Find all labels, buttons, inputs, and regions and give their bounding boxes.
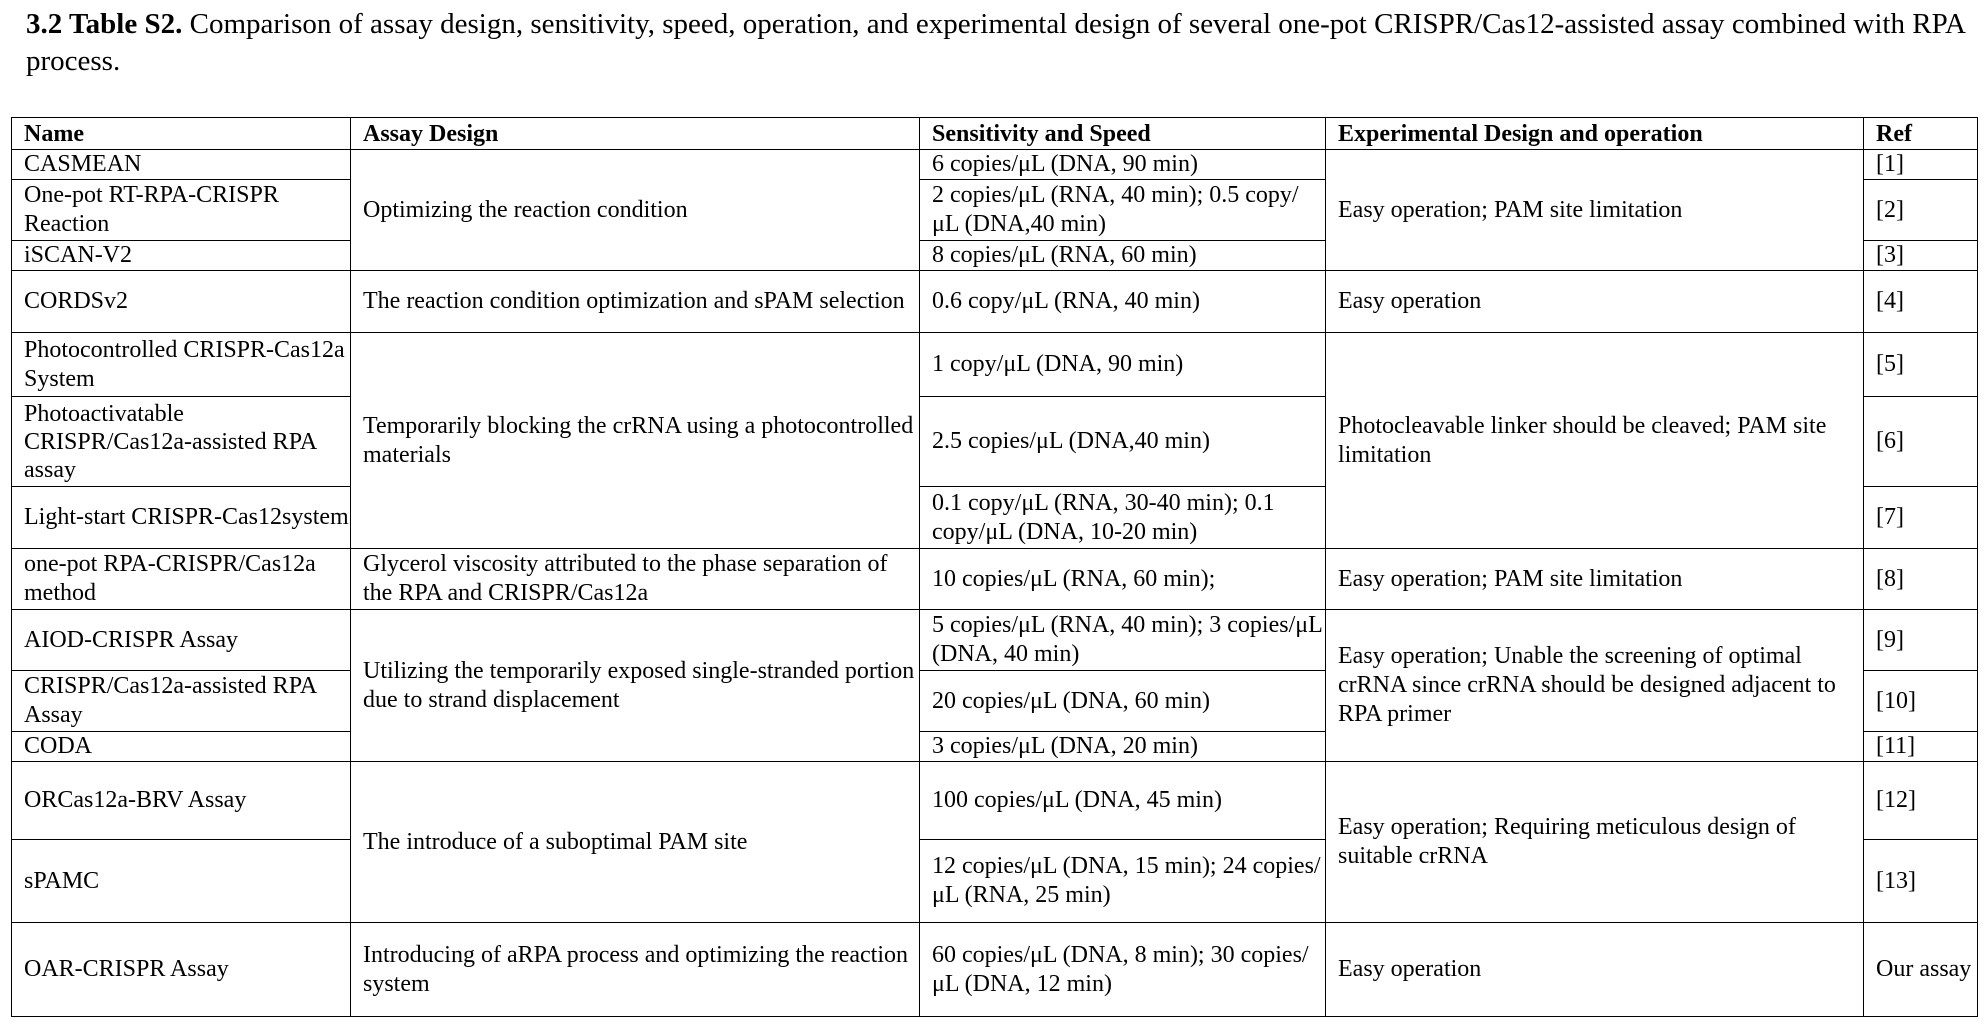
cell-ref: [9]: [1864, 610, 1978, 671]
cell-name: sPAMC: [12, 840, 351, 923]
cell-ref: [13]: [1864, 840, 1978, 923]
cell-assay-design: Utilizing the temporarily exposed single-stranded portion due to strand displacement: [351, 610, 920, 762]
caption-label: 3.2 Table S2.: [26, 8, 183, 40]
cell-name: AIOD-CRISPR Assay: [12, 610, 351, 671]
cell-sensitivity: 0.1 copy/μL (RNA, 30-40 min); 0.1 copy/μL (DNA, 10-20 min): [920, 487, 1326, 549]
cell-ref: [5]: [1864, 333, 1978, 397]
cell-sensitivity: 100 copies/μL (DNA, 45 min): [920, 762, 1326, 840]
cell-name: Photocontrolled CRISPR-Cas12a System: [12, 333, 351, 397]
cell-assay-design: The reaction condition optimization and sPAM selection: [351, 271, 920, 333]
cell-ref: [3]: [1864, 241, 1978, 271]
cell-assay-design: Introducing of aRPA process and optimizing the reaction system: [351, 923, 920, 1017]
cell-sensitivity: 5 copies/μL (RNA, 40 min); 3 copies/μL (DNA, 40 min): [920, 610, 1326, 671]
cell-name: CASMEAN: [12, 150, 351, 180]
cell-sensitivity: 3 copies/μL (DNA, 20 min): [920, 732, 1326, 762]
table-row: [12, 271, 1978, 333]
cell-assay-design: The introduce of a suboptimal PAM site: [351, 762, 920, 923]
table-row: [12, 762, 1978, 840]
table-row: [12, 333, 1978, 397]
cell-experimental-design: Easy operation; PAM site limitation: [1326, 150, 1864, 271]
header-assay-design: Assay Design: [351, 118, 920, 150]
cell-name: Light-start CRISPR-Cas12system: [12, 487, 351, 549]
cell-sensitivity: 8 copies/μL (RNA, 60 min): [920, 241, 1326, 271]
cell-experimental-design: Easy operation; Unable the screening of optimal crRNA since crRNA should be designed adjacent to RPA primer: [1326, 610, 1864, 762]
header-ref: Ref: [1864, 118, 1978, 150]
cell-sensitivity: 6 copies/μL (DNA, 90 min): [920, 150, 1326, 180]
cell-name: CODA: [12, 732, 351, 762]
cell-ref: Our assay: [1864, 923, 1978, 1017]
cell-name: ORCas12a-BRV Assay: [12, 762, 351, 840]
cell-name: CRISPR/Cas12a-assisted RPA Assay: [12, 671, 351, 732]
cell-name: Photoactivatable CRISPR/Cas12a-assisted RPA assay: [12, 397, 351, 487]
cell-assay-design: Optimizing the reaction condition: [351, 150, 920, 271]
cell-sensitivity: 12 copies/μL (DNA, 15 min); 24 copies/μL (RNA, 25 min): [920, 840, 1326, 923]
cell-ref: [4]: [1864, 271, 1978, 333]
header-sensitivity: Sensitivity and Speed: [920, 118, 1326, 150]
cell-ref: [2]: [1864, 180, 1978, 241]
cell-experimental-design: Easy operation; Requiring meticulous design of suitable crRNA: [1326, 762, 1864, 923]
caption-text: Comparison of assay design, sensitivity, speed, operation, and experimental design of several one-pot CRISPR/Cas12-assisted assay combined with RPA process.: [26, 8, 1967, 77]
cell-sensitivity: 0.6 copy/μL (RNA, 40 min): [920, 271, 1326, 333]
cell-ref: [11]: [1864, 732, 1978, 762]
comparison-table: [11, 117, 1978, 1017]
table-row: [12, 923, 1978, 1017]
cell-experimental-design: Easy operation: [1326, 923, 1864, 1017]
cell-experimental-design: Photocleavable linker should be cleaved; PAM site limitation: [1326, 333, 1864, 549]
cell-ref: [10]: [1864, 671, 1978, 732]
cell-name: CORDSv2: [12, 271, 351, 333]
cell-sensitivity: 1 copy/μL (DNA, 90 min): [920, 333, 1326, 397]
table-header-row: [12, 118, 1978, 150]
cell-sensitivity: 60 copies/μL (DNA, 8 min); 30 copies/μL (DNA, 12 min): [920, 923, 1326, 1017]
cell-experimental-design: Easy operation; PAM site limitation: [1326, 549, 1864, 610]
cell-sensitivity: 20 copies/μL (DNA, 60 min): [920, 671, 1326, 732]
cell-ref: [1]: [1864, 150, 1978, 180]
cell-ref: [8]: [1864, 549, 1978, 610]
cell-name: iSCAN-V2: [12, 241, 351, 271]
cell-sensitivity: 2.5 copies/μL (DNA,40 min): [920, 397, 1326, 487]
table-row: [12, 150, 1978, 180]
cell-ref: [6]: [1864, 397, 1978, 487]
table-caption: [26, 6, 1966, 80]
table-row: [12, 610, 1978, 671]
cell-name: One-pot RT-RPA-CRISPR Reaction: [12, 180, 351, 241]
cell-name: one-pot RPA-CRISPR/Cas12a method: [12, 549, 351, 610]
cell-name: OAR-CRISPR Assay: [12, 923, 351, 1017]
cell-assay-design: Temporarily blocking the crRNA using a photocontrolled materials: [351, 333, 920, 549]
cell-assay-design: Glycerol viscosity attributed to the phase separation of the RPA and CRISPR/Cas12a: [351, 549, 920, 610]
header-name: Name: [12, 118, 351, 150]
cell-experimental-design: Easy operation: [1326, 271, 1864, 333]
header-experimental-design: Experimental Design and operation: [1326, 118, 1864, 150]
cell-sensitivity: 10 copies/μL (RNA, 60 min);: [920, 549, 1326, 610]
cell-sensitivity: 2 copies/μL (RNA, 40 min); 0.5 copy/μL (DNA,40 min): [920, 180, 1326, 241]
cell-ref: [12]: [1864, 762, 1978, 840]
cell-ref: [7]: [1864, 487, 1978, 549]
table-row: [12, 549, 1978, 610]
